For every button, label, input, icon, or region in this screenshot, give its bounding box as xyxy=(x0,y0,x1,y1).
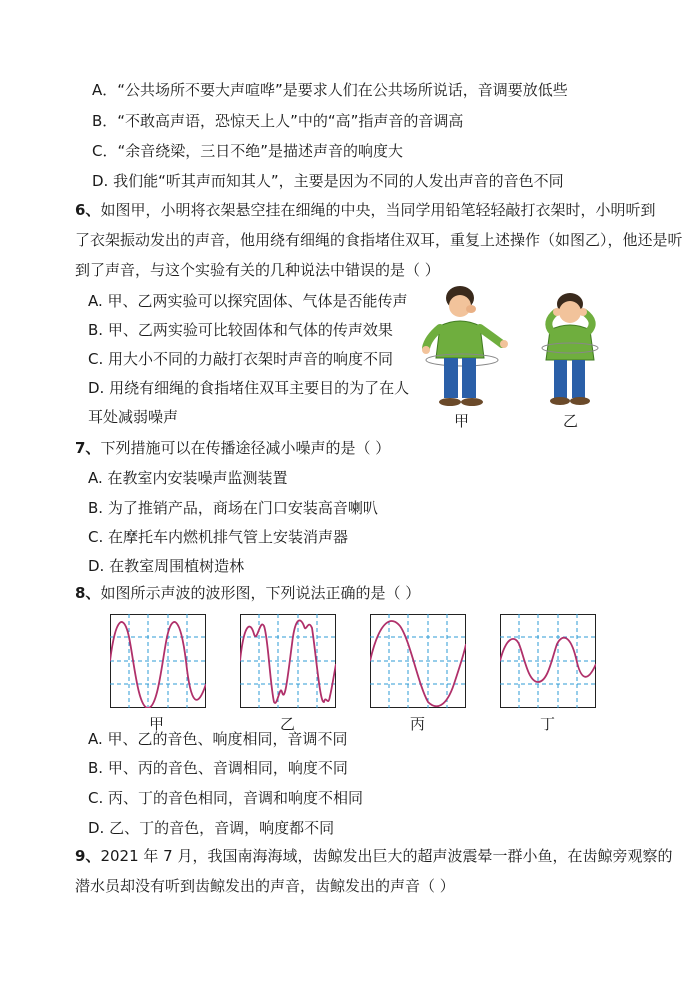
q8-option-b: B. 甲、丙的音色、音调相同，响度不同 xyxy=(88,759,348,777)
q7-option-a: A. 在教室内安装噪声监测装置 xyxy=(88,469,288,487)
q6-option-d-cont: 耳处减弱噪声 xyxy=(88,408,179,426)
wave-label-yi: 乙 xyxy=(280,715,296,733)
q5-option-b: B．“不敢高声语，恐惊天上人”中的“高”指声音的音调高 xyxy=(92,112,464,130)
q6-option-d: D. 用绕有细绳的食指堵住双耳主要目的为了在人 xyxy=(88,379,410,397)
q9-stem-line2: 潜水员却没有听到齿鲸发出的声音，齿鲸发出的声音（ ） xyxy=(75,877,455,895)
fig-label-jia: 甲 xyxy=(454,412,470,430)
waveform-yi xyxy=(240,614,336,708)
q7-stem: 7、下列措施可以在传播途径减小噪声的是（ ） xyxy=(75,439,391,457)
q6-option-b: B. 甲、乙两实验可比较固体和气体的传声效果 xyxy=(88,321,393,339)
waveform-bing xyxy=(370,614,466,708)
person-tapping-figure xyxy=(418,282,518,410)
q9-number: 9、 xyxy=(75,847,101,865)
q6-option-a: A. 甲、乙两实验可以探究固体、气体是否能传声 xyxy=(88,292,408,310)
wave-label-ding: 丁 xyxy=(540,715,556,733)
q8-option-c: C. 丙、丁的音色相同，音调和响度不相同 xyxy=(88,789,364,807)
q8-option-a: A. 甲、乙的音色、响度相同，音调不同 xyxy=(88,730,348,748)
q7-number: 7、 xyxy=(75,439,101,457)
q9-stem-line1: 9、2021 年 7 月，我国南海海域，齿鲸发出巨大的超声波震晕一群小鱼，在齿鲸旁观察的 xyxy=(75,847,673,865)
person-ears-covered-figure xyxy=(532,290,614,408)
q6-number: 6、 xyxy=(75,201,101,219)
q7-option-b: B. 为了推销产品，商场在门口安装高音喇叭 xyxy=(88,499,378,517)
wave-label-bing: 丙 xyxy=(410,715,426,733)
q6-option-c: C. 用大小不同的力敲打衣架时声音的响度不同 xyxy=(88,350,394,368)
q6-stem-line2: 了衣架振动发出的声音，他用绕有细绳的食指堵住双耳，重复上述操作（如图乙），他还是听 xyxy=(75,231,683,249)
fig-label-yi: 乙 xyxy=(563,412,579,430)
q5-option-a: A．“公共场所不要大声喧哗”是要求人们在公共场所说话，音调要放低些 xyxy=(92,81,568,99)
waveform-jia xyxy=(110,614,206,708)
q6-stem-line3: 到了声音，与这个实验有关的几种说法中错误的是（ ） xyxy=(75,261,440,279)
q7-option-d: D. 在教室周围植树造林 xyxy=(88,557,245,575)
q8-number: 8、 xyxy=(75,584,101,602)
waveform-ding xyxy=(500,614,596,708)
q6-stem-line1: 6、如图甲，小明将衣架悬空挂在细绳的中央，当同学用铅笔轻轻敲打衣架时，小明听到 xyxy=(75,201,656,219)
q5-option-d: D. 我们能“听其声而知其人”，主要是因为不同的人发出声音的音色不同 xyxy=(92,172,564,190)
q7-option-c: C. 在摩托车内燃机排气管上安装消声器 xyxy=(88,528,349,546)
q8-stem: 8、如图所示声波的波形图，下列说法正确的是（ ） xyxy=(75,584,421,602)
q5-option-c: C．“余音绕梁，三日不绝”是描述声音的响度大 xyxy=(92,142,404,160)
wave-label-jia: 甲 xyxy=(149,715,165,733)
q8-option-d: D. 乙、丁的音色，音调，响度都不同 xyxy=(88,819,335,837)
